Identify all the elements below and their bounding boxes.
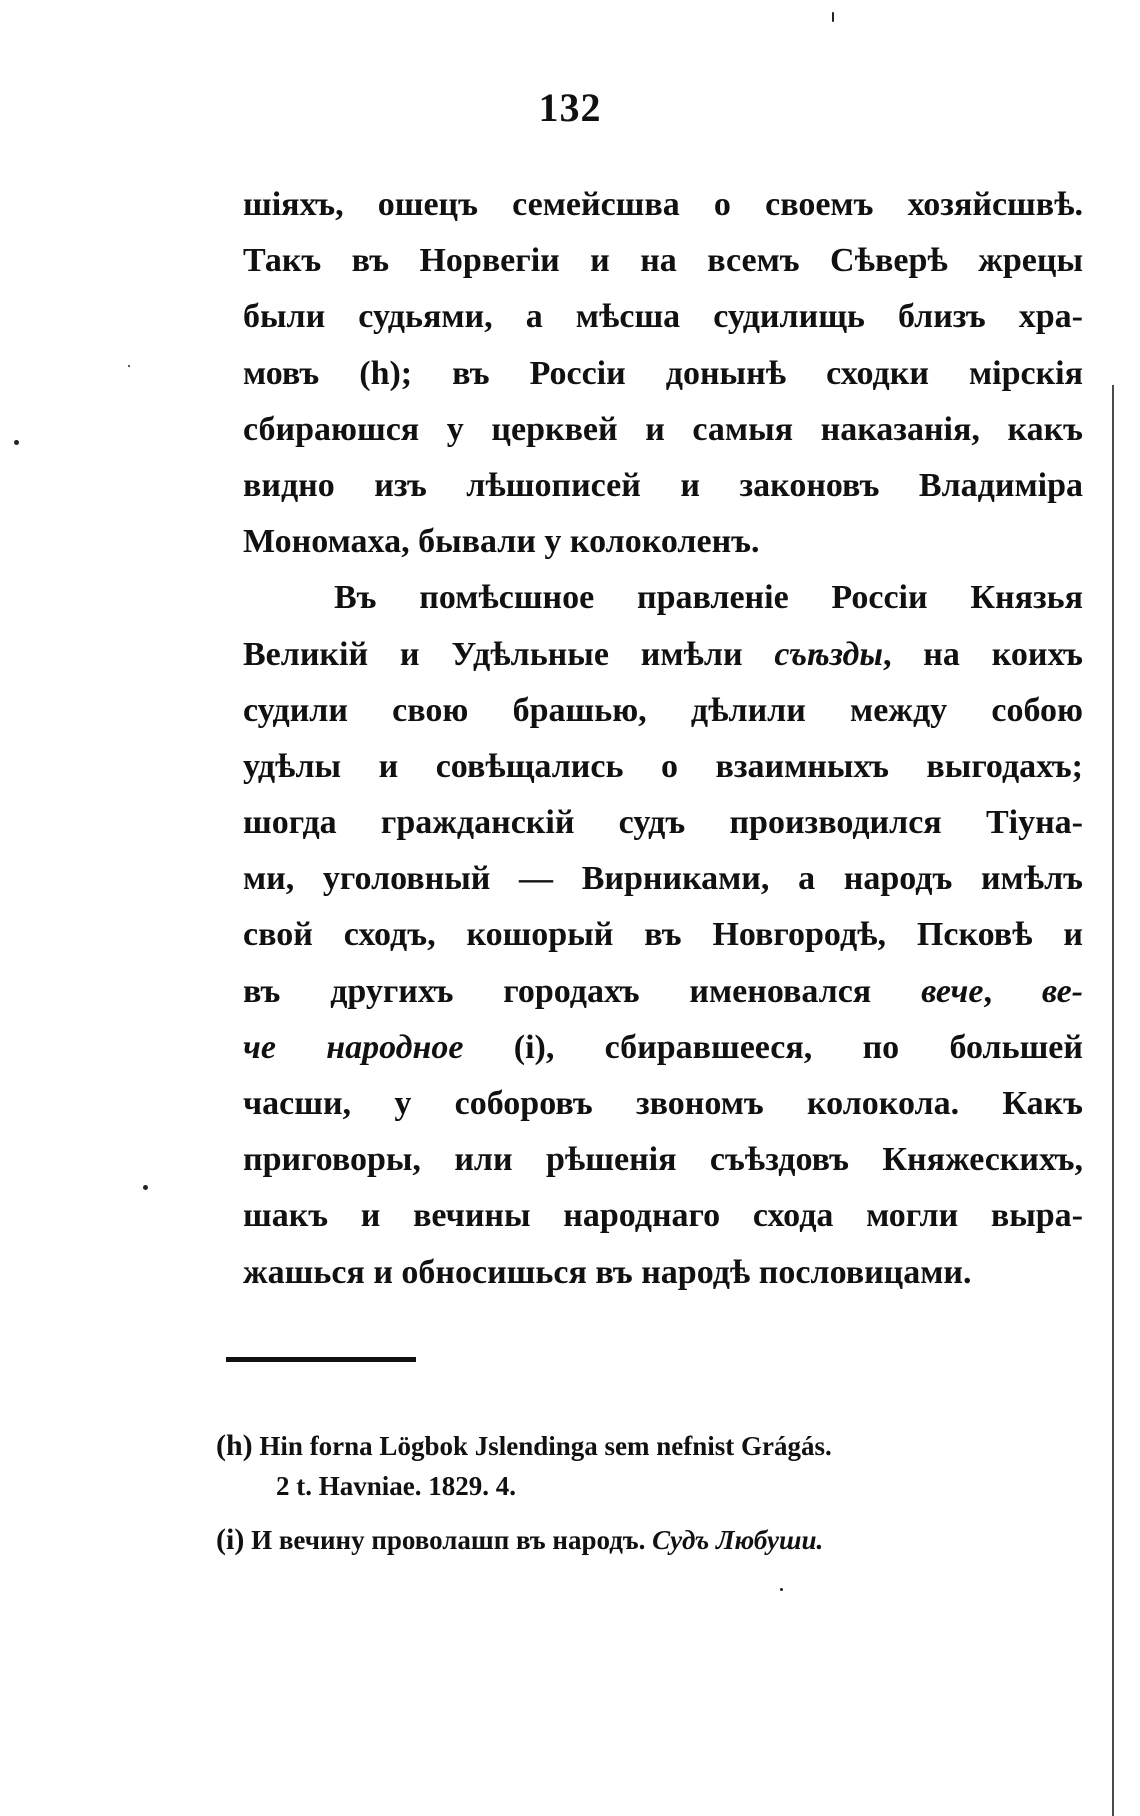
text-line	[243, 627, 1083, 683]
scan-speck	[143, 1185, 148, 1190]
footnotes	[216, 1426, 1086, 1560]
text-run: въ другихъ городахъ именовался	[243, 972, 922, 1010]
text-line: Въ помѣсшное правленіе Россіи Князья	[334, 579, 1083, 617]
text-line: шогда гражданскій судъ производился Тіуна-	[243, 804, 1083, 842]
text-run: Великій и Удѣльные имѣли	[243, 635, 775, 673]
text-line: часши, у соборовъ звономъ колокола. Какъ	[243, 1085, 1083, 1122]
main-text	[243, 177, 1083, 1301]
text-line: удѣлы и совѣщались о взаимныхъ выгодахъ;	[243, 747, 1083, 785]
text-line: мовъ (h); въ Россіи донынѣ сходки мірскія	[243, 354, 1083, 392]
text-line: шіяхъ, ошецъ семейсшва о своемъ хозяйсшвѣ.	[243, 186, 1083, 223]
text-line	[243, 1020, 1083, 1076]
page-edge-line	[1112, 385, 1114, 1816]
text-line: Такъ въ Норвегіи и на всемъ Сѣверѣ жрецы	[243, 242, 1083, 280]
text-line: судили свою брашью, дѣлили между собою	[243, 691, 1083, 729]
text-run: (i), сбиравшееся, по большей	[463, 1028, 1083, 1066]
scan-speck	[780, 1588, 783, 1591]
footnote-h	[216, 1426, 1086, 1466]
text-line: сбираюшся у церквей и самыя наказанія, какъ	[243, 410, 1083, 448]
italic-term: че народное	[243, 1028, 464, 1066]
italic-term: вече	[921, 972, 984, 1010]
text-line: ми, уголовный — Вирниками, а народъ имѣлъ	[243, 860, 1083, 898]
text-line: видно изъ лѣшописей и законовъ Владиміра	[243, 466, 1083, 504]
footnote-h-continuation: 2 t. Havniae. 1829. 4.	[276, 1471, 516, 1501]
footnote-text: И вечину проволашп въ народъ.	[244, 1525, 653, 1555]
footnote-i	[216, 1520, 1086, 1560]
footnote-mark: (h)	[216, 1429, 253, 1462]
footnote-text: Hin forna Lögbok Jslendinga sem nefnist Grágás.	[252, 1431, 832, 1461]
scan-speck	[14, 440, 19, 445]
page-number: 132	[538, 85, 602, 130]
scan-speck	[832, 12, 834, 22]
text-run: ,	[983, 972, 1042, 1010]
italic-term: съѣзды	[774, 635, 883, 673]
footnote-mark: (i)	[216, 1523, 245, 1556]
text-line: приговоры, или рѣшенія съѣздовъ Княжескихъ,	[243, 1141, 1083, 1179]
text-line	[243, 964, 1083, 1020]
footnote-separator	[226, 1357, 416, 1362]
text-line: жашься и обносишься въ народѣ пословицами.	[243, 1253, 972, 1291]
text-line: Мономаха, бывали у колоколенъ.	[243, 523, 760, 561]
text-line: были судьями, а мѣсша судилищь близъ хра-	[243, 298, 1083, 336]
text-run: , на коихъ	[882, 635, 1083, 673]
text-line: шакъ и вечины народнаго схода могли выра-	[243, 1197, 1083, 1235]
italic-term: ве-	[1041, 972, 1084, 1010]
scan-speck	[128, 365, 130, 367]
footnote-source: Судъ Любуши.	[652, 1525, 824, 1555]
text-line: свой сходъ, кошорый въ Новгородѣ, Псковѣ и	[243, 916, 1083, 954]
